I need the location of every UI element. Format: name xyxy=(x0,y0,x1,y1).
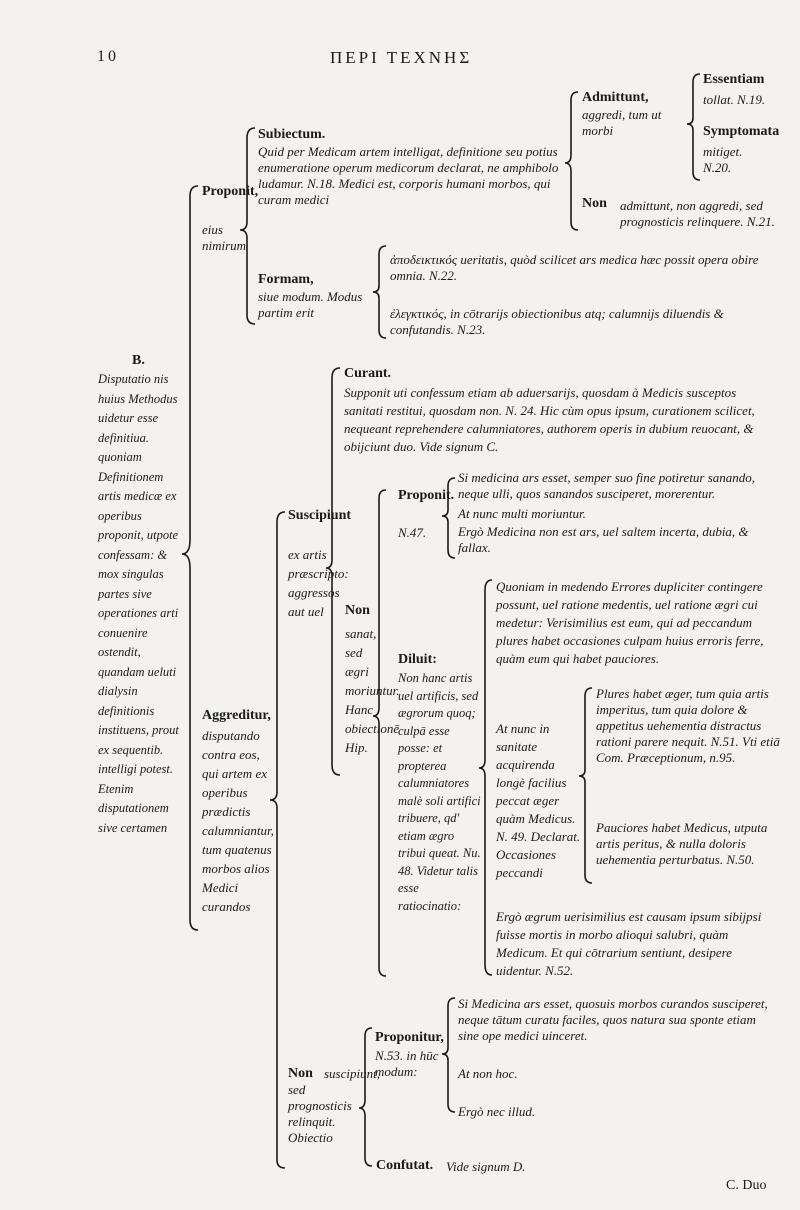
non-suscipit-label: Non xyxy=(288,1066,313,1081)
suscipit-text: ex artis præscripto: aggressos aut uel xyxy=(288,547,349,619)
root-brace xyxy=(182,186,198,930)
non-sanat-label: Non xyxy=(345,603,370,618)
proponitur-text: N.53. in hūc modum: xyxy=(375,1048,439,1079)
subiectum-text: Quid per Medicam artem intelligat, definitione seu potius enumeratione operum medicorum declarat, ne amphibolo ludamur. N.18. Medici est, corporis humani morbos, qui curam medici xyxy=(258,144,559,207)
proponit47-conclusion: Ergò Medicina non est ars, uel saltem incerta, dubia, & fallax. xyxy=(458,524,749,555)
diluit-text: Non hanc artis uel artificis, sed ægrorum quoq; culpā esse posse: et propterea calumniatores malè soli artifici tribuere, qd' etiam ægro tribui queat. Nu. 48. Videtur talis esse ratiocinatio: xyxy=(398,671,481,913)
root-label: B. xyxy=(132,353,145,368)
admittunt-label: Admittunt, xyxy=(582,90,649,105)
non-sanat-text: sanat, sed ægri moriuntur. Hanc obiectionē Hip. xyxy=(345,626,400,755)
proponit47-minor: At nunc multi moriuntur. xyxy=(458,506,586,521)
formam-brace xyxy=(373,246,386,338)
proponitur-brace xyxy=(442,998,455,1112)
diluit-quoniam: Quoniam in medendo Errores dupliciter contingere possunt, uel ratione medentis, uel ratione ægri cui medetur: Verisimilius est eum, qui ad peccandum plures habet occasiones culpam huius erroris ferre, quàm eum qui habet pauciores. xyxy=(496,579,764,666)
formam-elenktikos: ἐλεγκτικός, in cōtrarijs obiectionibus atq; calumnijs diluendis & confutandis. N.23. xyxy=(390,306,724,337)
proponitur-label: Proponitur, xyxy=(375,1030,444,1045)
curant-text: Supponit uti confessum etiam ab aduersarijs, quosdam à Medicis susceptos sanitati restitui, quosdam non. N. 24. Hic cùm opus ipsum, curationem scilicet, nequeant reprehendere calumniatores, authorem operis in dubium reuocant, & obijciunt duo. Vide signum C. xyxy=(344,385,755,454)
catchword: C. Duo xyxy=(726,1178,767,1193)
non-suscipit-text: suscipiunt, sed prognosticis relinquit. Obiectio xyxy=(288,1066,380,1145)
admittunt-text: aggredi, tum ut morbi xyxy=(582,107,662,138)
non-admittunt-text: admittunt, non aggredi, sed prognosticis relinquere. N.21. xyxy=(620,198,775,229)
diluit-pauciores: Pauciores habet Medicus, utputa artis peritus, & nulla doloris uehementia perturbatus. N.50. xyxy=(596,820,768,867)
confutat-label: Confutat. xyxy=(376,1158,434,1173)
diluit-label: Diluit: xyxy=(398,652,437,667)
proponit-label: Proponit, xyxy=(202,184,259,199)
non-admittunt-label: Non xyxy=(582,196,607,211)
formam-label: Formam, xyxy=(258,272,314,287)
essentiam-text: tollat. N.19. xyxy=(703,92,766,107)
essentiam-label: Essentiam xyxy=(703,72,765,87)
curant-label: Curant. xyxy=(344,366,392,381)
diluit-ergo: Ergò ægrum uerisimilius est causam ipsum sibijpsi fuisse mortis in morbo alioqui salubri, quàm Medicum. Et qui cōtrarium sentiunt, desipere uidentur. N.52. xyxy=(496,909,762,978)
symptomata-label: Symptomata xyxy=(703,124,780,139)
admittunt-brace xyxy=(687,74,700,180)
proponitur-major: Si Medicina ars esset, quosuis morbos curandos susciperet, neque tātum curatu faciles, quos natura sua sponte etiam sine ope medici uinceret. xyxy=(458,996,768,1043)
aggreditur-label: Aggreditur, xyxy=(202,708,271,723)
aggreditur-text: disputando contra eos, qui artem ex operibus prædictis calumniantur, tum quatenus morbos alios Medici curandos xyxy=(202,728,274,914)
diluit-at-nunc: At nunc in sanitate acquirenda longè facilius peccat æger quàm Medicus. N. 49. Declarat. Occasiones peccandi xyxy=(496,721,581,880)
diluit-plures: Plures habet æger, tum quia artis imperitus, tum quia dolore & appetitus uehementia distractus rationi parere nequit. N.51. Vti etiā Com. Præceptionum, n.95. xyxy=(596,686,780,765)
proponitur-conclusion: Ergò nec illud. xyxy=(458,1104,536,1119)
proponit47-label: Proponit. xyxy=(398,488,455,503)
page-number: 10 xyxy=(97,48,119,65)
formam-apodeiktikos: ἀποδεικτικός ueritatis, quòd scilicet ars medica hæc possit opera obire omnia. N.22. xyxy=(390,252,759,283)
running-title: ΠΕΡΙ ΤΕΧΝΗΣ xyxy=(330,48,473,67)
symptomata-text: mitiget. N.20. xyxy=(703,144,743,175)
proponit-text: eius nimirum xyxy=(202,222,247,253)
suscipit-label: Suscipiunt xyxy=(288,508,352,523)
confutat-text: Vide signum D. xyxy=(446,1159,526,1174)
root-text: Disputatio nis huius Methodus uidetur esse definitiua. quoniam Definitionem artis medicæ ex operibus proponit, utpote confessam: & mox singulas partes sive operationes arti conuenire ostendit, quandam ueluti dialysin definitionis instituens, prout ex sequentib. intelligi potest. Etenim disputationem sive certamen xyxy=(98,372,179,835)
proponit47-text: N.47. xyxy=(398,525,427,540)
proponit47-major: Si medicina ars esset, semper suo fine potiretur sanando, neque ulli, quos sanandos susciperet, morerentur. xyxy=(458,470,756,501)
subiectum-label: Subiectum. xyxy=(258,127,326,142)
formam-text: siue modum. Modus partim erit xyxy=(258,289,363,320)
proponitur-minor: At non hoc. xyxy=(458,1066,518,1081)
